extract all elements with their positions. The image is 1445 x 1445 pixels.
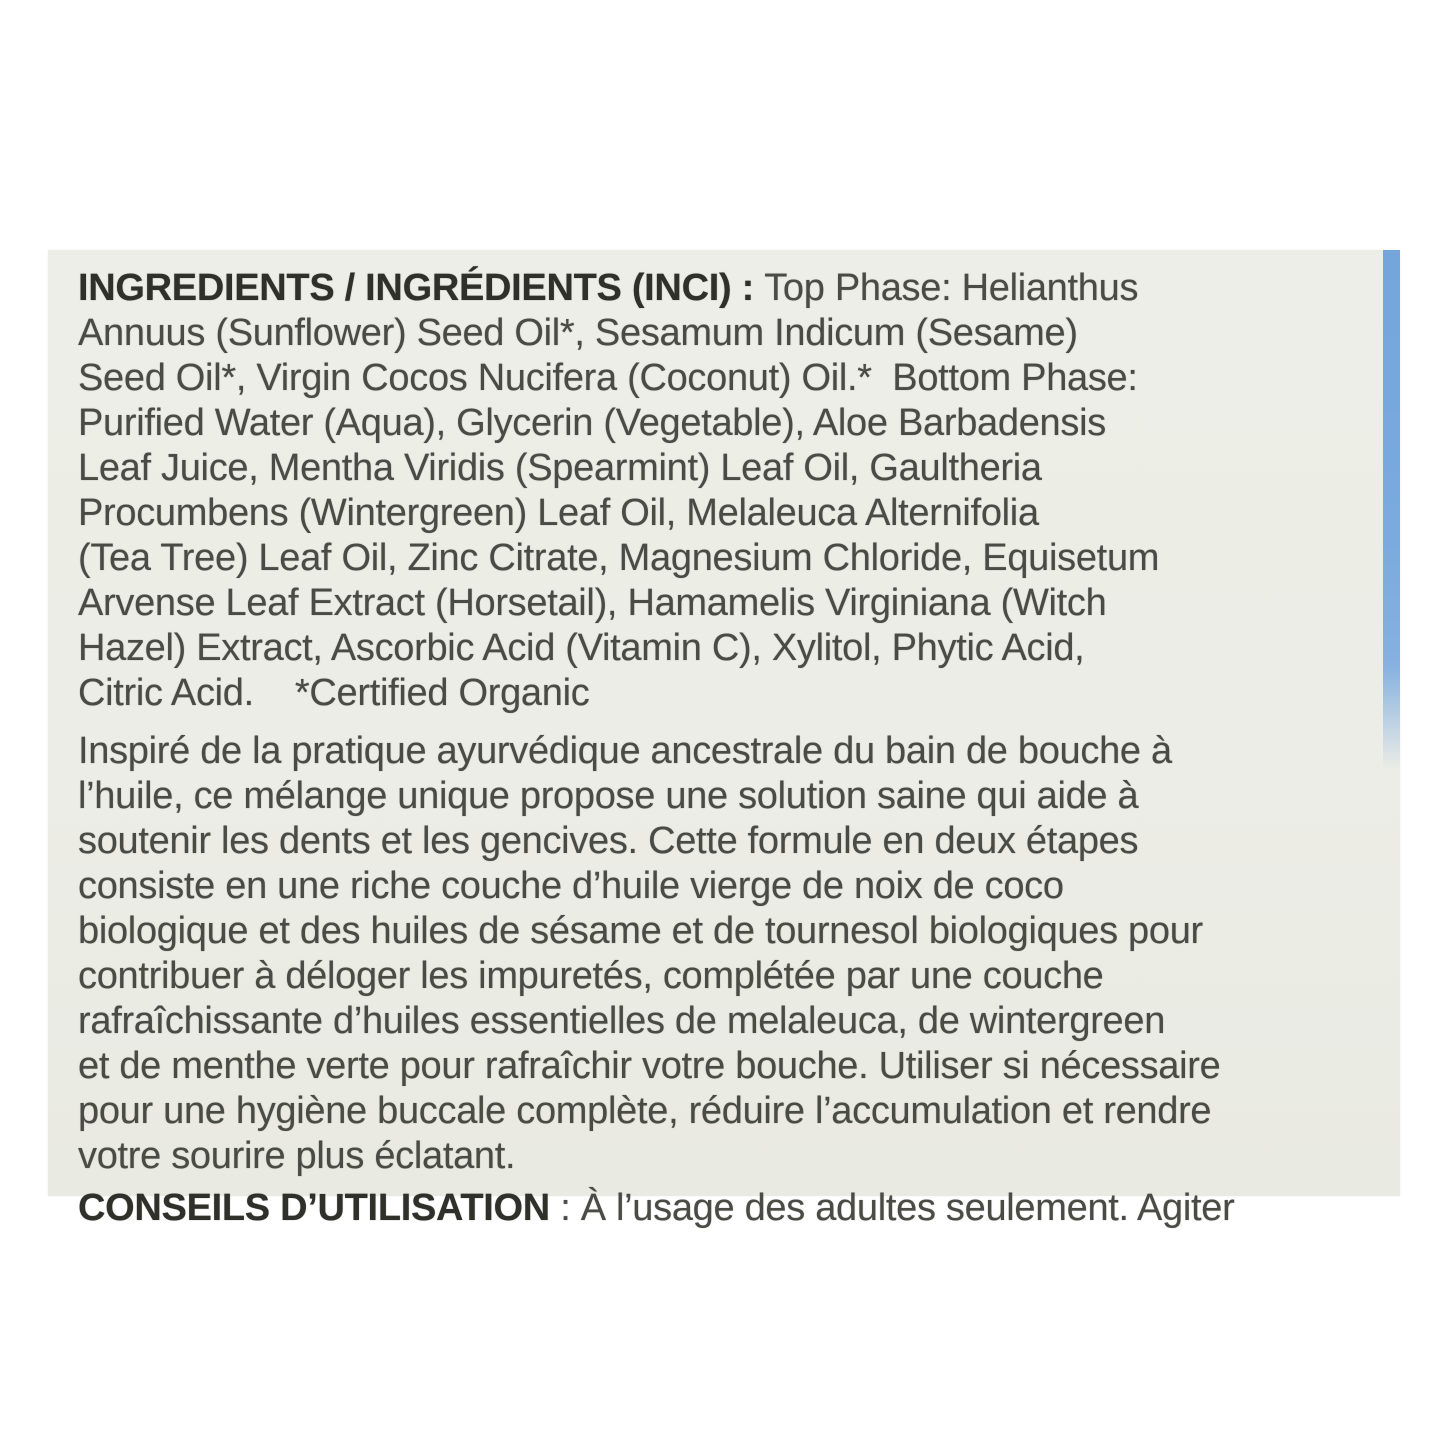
ingredients-line: Citric Acid. *Certified Organic (78, 672, 590, 714)
french-line: soutenir les dents et les gencives. Cette formule en deux étapes (78, 820, 1139, 862)
directions-line-clipped (78, 1186, 1360, 1231)
french-line: Inspiré de la pratique ayurvédique ancestrale du bain de bouche à (78, 730, 1172, 772)
ingredients-line: Annuus (Sunflower) Seed Oil*, Sesamum Indicum (Sesame) (78, 312, 1078, 354)
ingredients-line: Hazel) Extract, Ascorbic Acid (Vitamin C), Xylitol, Phytic Acid, (78, 627, 1085, 669)
ingredients-line: Leaf Juice, Mentha Viridis (Spearmint) Leaf Oil, Gaultheria (78, 447, 1042, 489)
french-line: rafraîchissante d’huiles essentielles de melaleuca, de wintergreen (78, 1000, 1166, 1042)
label-text (78, 266, 1360, 1231)
ingredients-heading-line (78, 266, 1360, 311)
ingredients-section (78, 266, 1360, 716)
french-line: pour une hygiène buccale complète, réduire l’accumulation et rendre (78, 1090, 1212, 1132)
ingredients-line: Arvense Leaf Extract (Horsetail), Hamamelis Virginiana (Witch (78, 582, 1107, 624)
french-line: et de menthe verte pour rafraîchir votre bouche. Utiliser si nécessaire (78, 1045, 1221, 1087)
french-line: votre sourire plus éclatant. (78, 1135, 516, 1177)
bottle-edge-strip (1383, 250, 1400, 770)
french-line: contribuer à déloger les impuretés, complétée par une couche (78, 955, 1104, 997)
ingredients-label-panel (48, 250, 1400, 1229)
french-description-section (78, 729, 1360, 1179)
directions-heading: CONSEILS D’UTILISATION (78, 1187, 550, 1229)
french-line: l’huile, ce mélange unique propose une solution saine qui aide à (78, 775, 1139, 817)
ingredients-heading-rest: Top Phase: Helianthus (764, 267, 1139, 309)
ingredients-line: Procumbens (Wintergreen) Leaf Oil, Melaleuca Alternifolia (78, 492, 1039, 534)
ingredients-line: Seed Oil*, Virgin Cocos Nucifera (Coconut) Oil.* Bottom Phase: (78, 357, 1138, 399)
ingredients-line: Purified Water (Aqua), Glycerin (Vegetable), Aloe Barbadensis (78, 402, 1106, 444)
ingredients-line: (Tea Tree) Leaf Oil, Zinc Citrate, Magnesium Chloride, Equisetum (78, 537, 1160, 579)
french-line: biologique et des huiles de sésame et de tournesol biologiques pour (78, 910, 1203, 952)
directions-rest: : À l’usage des adultes seulement. Agiter (549, 1187, 1235, 1229)
french-line: consiste en une riche couche d’huile vierge de noix de coco (78, 865, 1064, 907)
ingredients-heading: INGREDIENTS / INGRÉDIENTS (INCI) : (78, 267, 765, 309)
